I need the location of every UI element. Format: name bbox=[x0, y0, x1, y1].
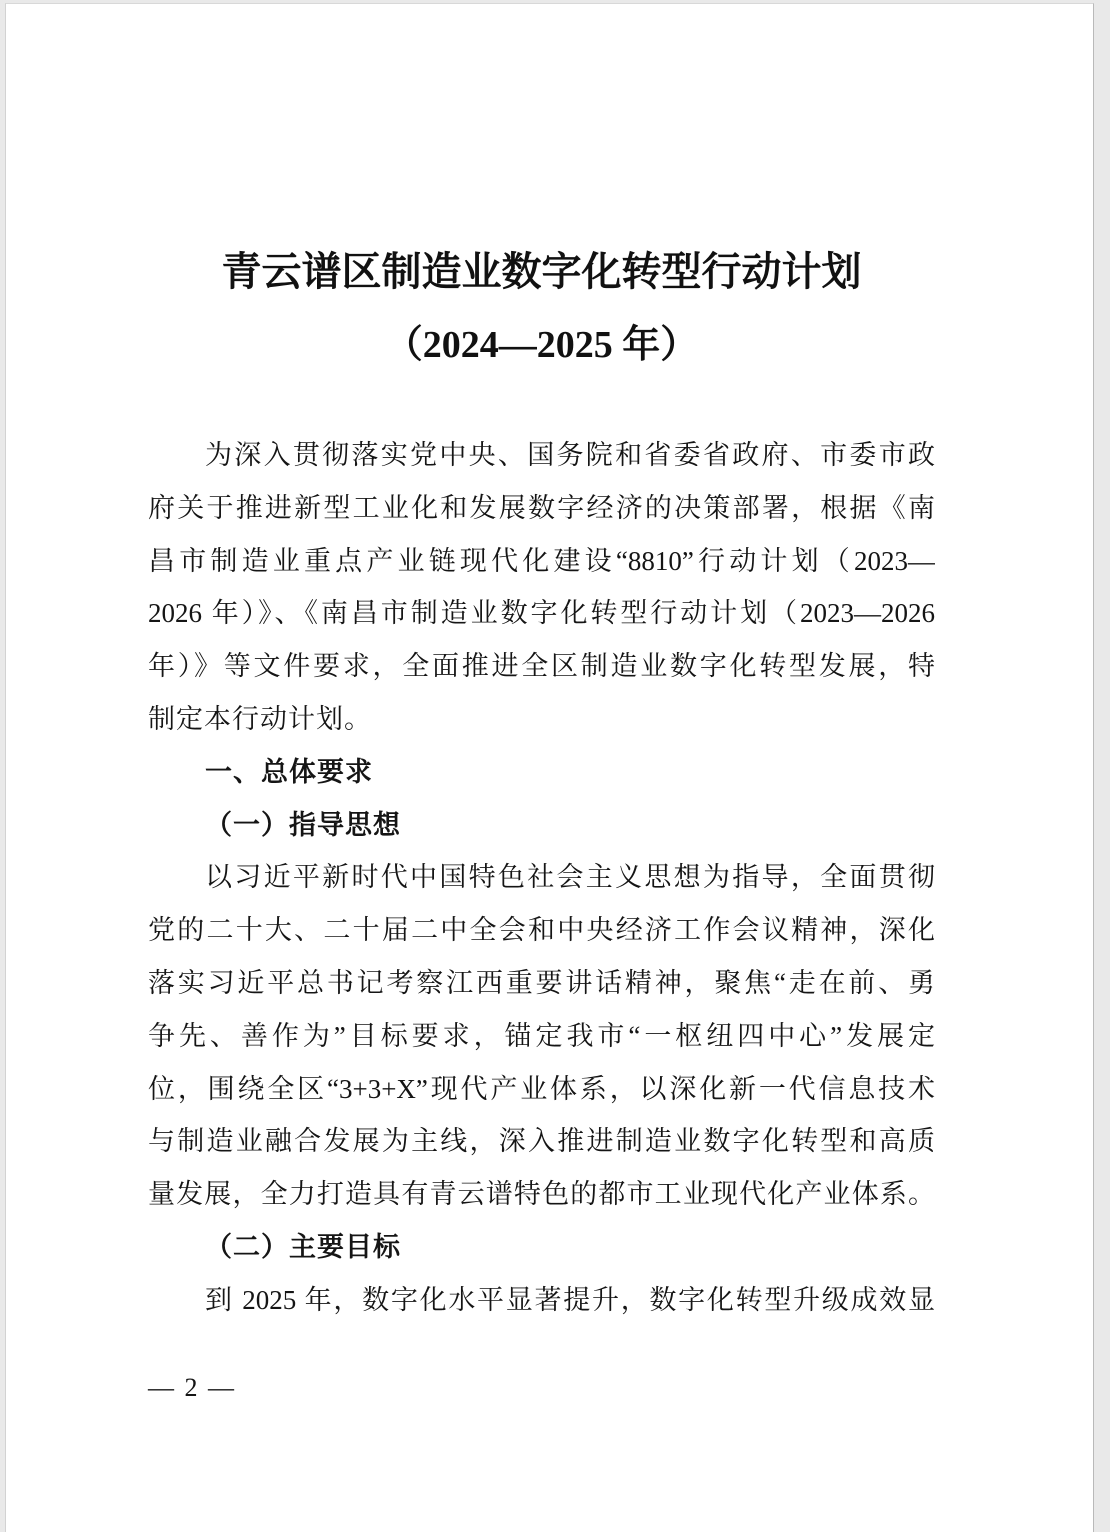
paragraph-line: 年）》等文件要求，全面推进全区制造业数字化转型发展，特 bbox=[148, 651, 935, 682]
document-body bbox=[148, 429, 935, 1327]
paragraph-line: 落实习近平总书记考察江西重要讲话精神，聚焦“走在前、勇 bbox=[148, 967, 935, 998]
paragraph-line: 量发展，全力打造具有青云谱特色的都市工业现代化产业体系。 bbox=[148, 1179, 935, 1210]
intro-paragraph bbox=[148, 429, 935, 746]
page-number: — 2 — bbox=[148, 1373, 236, 1402]
paragraph-line: 为深入贯彻落实党中央、国务院和省委省政府、市委市政 bbox=[205, 440, 935, 470]
paragraph-line: 府关于推进新型工业化和发展数字经济的决策部署，根据《南 bbox=[148, 492, 935, 523]
subsection-heading-main-goals: （二）主要目标 bbox=[205, 1231, 401, 1262]
paragraph-line: 2026 年）》、《南昌市制造业数字化转型行动计划（2023—2026 bbox=[148, 598, 935, 629]
guiding-ideology-paragraph bbox=[148, 851, 935, 1221]
paragraph-line: 昌市制造业重点产业链现代化建设“8810”行动计划（2023— bbox=[148, 545, 935, 576]
document-page bbox=[5, 3, 1094, 1532]
document-subtitle: （2024—2025 年） bbox=[384, 324, 699, 366]
paragraph-line: 位，围绕全区“3+3+X”现代产业体系，以深化新一代信息技术 bbox=[148, 1073, 935, 1104]
paragraph-line: 到 2025 年，数字化水平显著提升，数字化转型升级成效显 bbox=[205, 1284, 935, 1315]
paragraph-line: 以习近平新时代中国特色社会主义思想为指导，全面贯彻 bbox=[205, 862, 935, 893]
paragraph-line: 争先、善作为”目标要求，锚定我市“一枢纽四中心”发展定 bbox=[148, 1020, 935, 1051]
paragraph-line: 与制造业融合发展为主线，深入推进制造业数字化转型和高质 bbox=[148, 1126, 935, 1157]
document-title: 青云谱区制造业数字化转型行动计划 bbox=[221, 249, 862, 294]
paragraph-line: 制定本行动计划。 bbox=[148, 703, 372, 734]
main-goals-paragraph bbox=[148, 1274, 935, 1327]
section-heading-general-requirements: 一、总体要求 bbox=[205, 756, 373, 787]
subsection-heading-guiding-ideology: （一）指导思想 bbox=[205, 809, 401, 840]
paragraph-line: 党的二十大、二十届二中全会和中央经济工作会议精神，深化 bbox=[148, 915, 935, 946]
